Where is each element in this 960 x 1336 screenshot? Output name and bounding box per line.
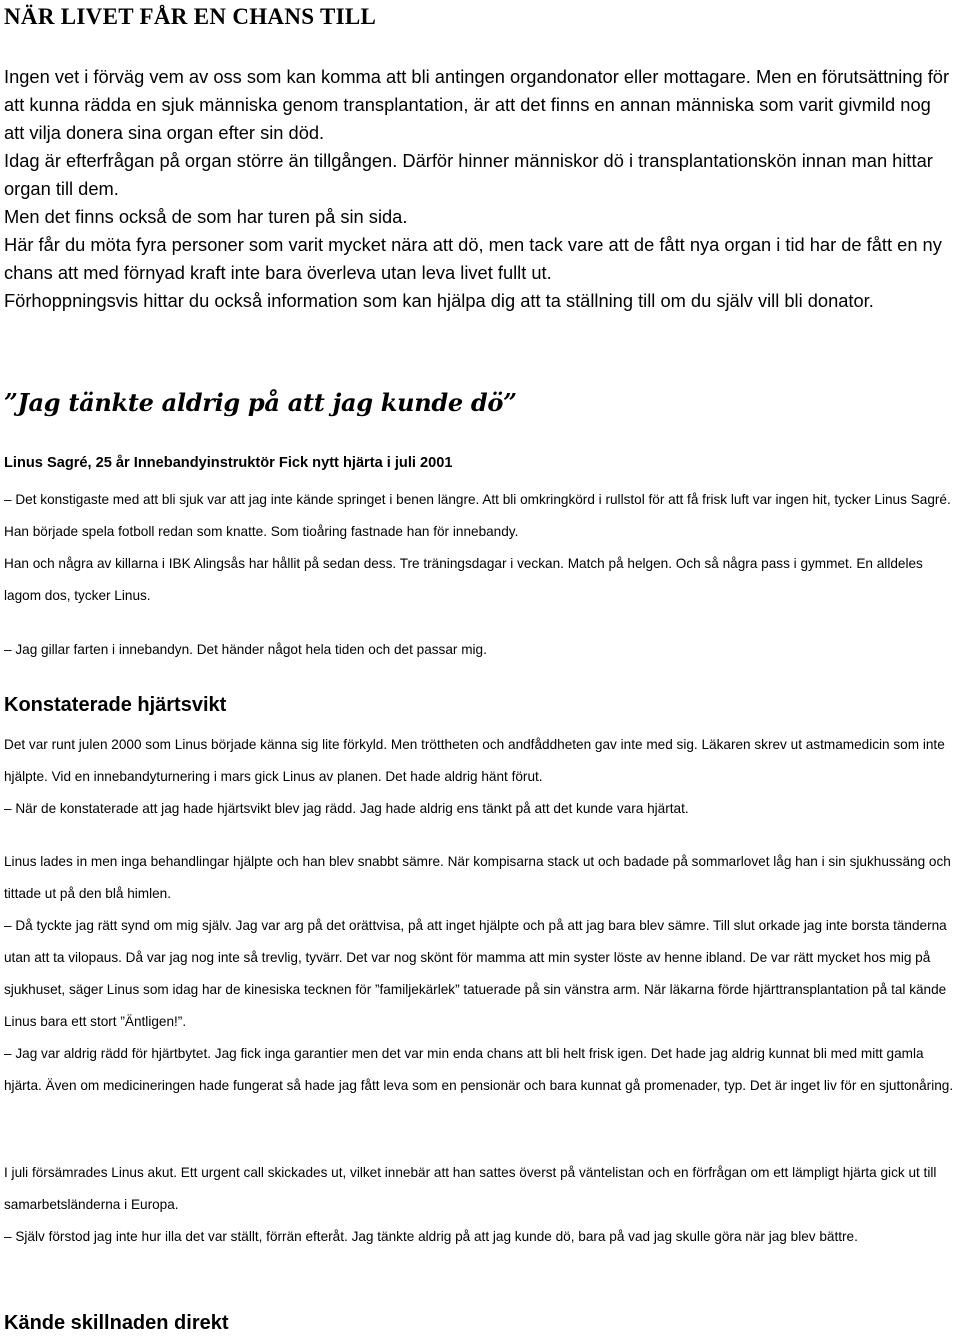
story-block-5: [4, 1157, 960, 1253]
body-paragraph: – Jag gillar farten i innebandyn. Det händer något hela tiden och det passar mig.: [4, 642, 487, 657]
intro-text: [4, 63, 956, 315]
intro-paragraph: Förhoppningsvis hittar du också information som kan hjälpa dig att ta ställning till om du själv vill bli donator.: [4, 290, 874, 311]
body-paragraph: – Själv förstod jag inte hur illa det var ställt, förrän efteråt. Jag tänkte aldrig på att jag kunde dö, bara på vad jag skulle göra när jag blev bättre.: [4, 1229, 858, 1244]
section-heading-heart-failure: Konstaterade hjärtsvikt: [4, 694, 227, 716]
story-block-2: [4, 634, 960, 666]
intro-paragraph: Här får du möta fyra personer som varit mycket nära att dö, men tack vare att de fått nya organ i tid har de fått en ny chans att med förnyad kraft inte bara överleva utan leva livet fullt ut.: [4, 234, 942, 283]
story-byline: Linus Sagré, 25 år Innebandyinstruktör Fick nytt hjärta i juli 2001: [4, 455, 453, 471]
body-paragraph: Han och några av killarna i IBK Alingsås har hållit på sedan dess. Tre träningsdagar i veckan. Match på helgen. Och så några pass i gymmet. En alldeles lagom dos, tycker Linus.: [4, 556, 923, 603]
body-paragraph: Linus lades in men inga behandlingar hjälpte och han blev snabbt sämre. När kompisarna stack ut och badade på sommarlovet låg han i sin sjukhussäng och tittade ut på den blå himlen.: [4, 854, 951, 901]
intro-paragraph: Idag är efterfrågan på organ större än tillgången. Därför hinner människor dö i transplantationskön innan man hittar organ till dem.: [4, 150, 933, 199]
story-block-1: [4, 484, 960, 612]
story-heading: ”Jag tänkte aldrig på att jag kunde dö”: [4, 388, 517, 417]
story-block-4: [4, 846, 960, 1102]
body-paragraph: I juli försämrades Linus akut. Ett urgent call skickades ut, vilket innebär att han sattes överst på väntelistan och en förfrågan om ett lämpligt hjärta gick ut till samarbetsländerna i Europa.: [4, 1165, 937, 1212]
page-title: NÄR LIVET FÅR EN CHANS TILL: [4, 4, 377, 29]
story-block-3: [4, 729, 960, 825]
body-paragraph: Det var runt julen 2000 som Linus började känna sig lite förkyld. Men tröttheten och andfåddheten gav inte med sig. Läkaren skrev ut astmamedicin som inte hjälpte. Vid en innebandyturnering i mars gick Linus av planen. Det hade aldrig hänt förut.: [4, 737, 945, 784]
section-heading-felt-difference: Kände skillnaden direkt: [4, 1312, 229, 1334]
intro-paragraph: Ingen vet i förväg vem av oss som kan komma att bli antingen organdonator eller mottagare. Men en förutsättning för att kunna rädda en sjuk människa genom transplantation, är att det finns en annan människa som varit givmild nog att vilja donera sina organ efter sin död.: [4, 66, 950, 143]
body-paragraph: – När de konstaterade att jag hade hjärtsvikt blev jag rädd. Jag hade aldrig ens tänkt på att det kunde vara hjärtat.: [4, 801, 689, 816]
body-paragraph: – Då tyckte jag rätt synd om mig själv. Jag var arg på det orättvisa, på att inget hjälpte och på att jag bara blev sämre. Till slut orkade jag inte borsta tänderna utan att ta vilopaus. Då var jag nog inte så trevlig, tyvärr. Det var nog skönt för mamma att min syster löste av henne ibland. De var rätt mycket hos mig på sjukhuset, säger Linus som idag har de kinesiska tecknen för ”familjekärlek” tatuerade på sin vänstra arm. När läkarna förde hjärttransplantation på tal kände Linus bara ett stort ”Äntligen!”.: [4, 918, 947, 1029]
intro-paragraph: Men det finns också de som har turen på sin sida.: [4, 206, 408, 227]
body-paragraph: – Jag var aldrig rädd för hjärtbytet. Jag fick inga garantier men det var min enda chans att bli helt frisk igen. Det hade jag aldrig kunnat bli med mitt gamla hjärta. Även om medicineringen hade fungerat så hade jag fått leva som en pensionär och bara kunnat gå promenader, typ. Det är inget liv för en sjuttonåring.: [4, 1046, 954, 1093]
body-paragraph: – Det konstigaste med att bli sjuk var att jag inte kände springet i benen längre. Att bli omkringkörd i rullstol för att få frisk luft var ingen hit, tycker Linus Sagré. Han började spela fotboll redan som knatte. Som tioåring fastnade han för innebandy.: [4, 492, 951, 539]
